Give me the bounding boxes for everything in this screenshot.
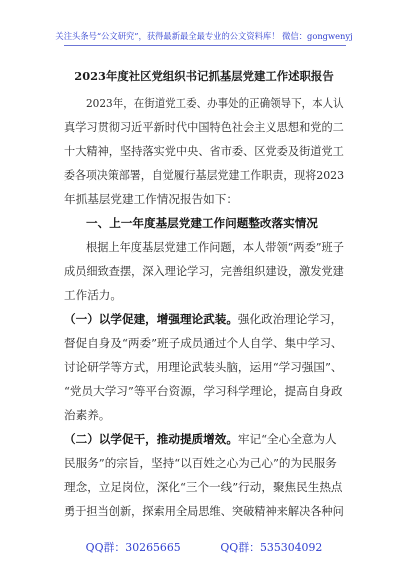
item-line: 督促自身及“两委”班子成员通过个人自学、集中学习、 [64, 336, 343, 350]
item-line: 民服务”的宗旨，坚持“以百姓之心为己心”的为民服务 [64, 456, 337, 470]
item-line: “党员大学习”等平台资源，学习科学理论，提高自身政 [64, 384, 343, 398]
intro-line: 十大精神，坚持落实党中央、省市委、区党委及街道党工 [64, 144, 344, 158]
footer-qq-group-2: QQ群：535304092 [220, 541, 323, 554]
item-first-line [64, 312, 342, 326]
footer-qq-group-1: QQ群：30265665 [85, 541, 181, 554]
section-paragraph-line: 成员细致查摆，深入理论学习，完善组织建设，激发党建 [64, 264, 344, 278]
item-lead: （二）以学促干，推动提质增效。 [64, 432, 238, 446]
item-lead: （一）以学促建，增强理论武装。 [64, 312, 238, 326]
header-banner: 关注头条号“公文研究”，获得最新最全最专业的公文资料库！ 微信：gongwenyj [55, 31, 353, 41]
intro-line: 2023年，在街道党工委、办事处的正确领导下，本人认 [86, 96, 344, 110]
item-line: 治素养。 [64, 408, 111, 422]
item-line: 理念，立足岗位，深化“三个一线”行动，聚焦民生热点 [64, 480, 343, 494]
section-paragraph-line: 工作活力。 [64, 288, 122, 302]
intro-line: 年抓基层党建工作情况报告如下： [64, 192, 238, 206]
item-text: 强化政治理论学习， [237, 312, 343, 326]
footer-contact [2, 539, 406, 555]
section-heading: 一、上一年度基层党建工作问题整改落实情况 [86, 216, 318, 230]
document-title: 2023年度社区党组织书记抓基层党建工作述职报告 [74, 69, 334, 83]
item-text: 牢记“全心全意为人 [237, 432, 337, 446]
item-line: 勇于担当创新，探索用全局思维、突破精神来解决各种问 [64, 504, 344, 518]
intro-line: 真学习贯彻习近平新时代中国特色社会主义思想和党的二 [64, 120, 344, 134]
item-first-line [64, 432, 337, 446]
intro-line: 委各项决策部署，自觉履行基层党建工作职责，现将2023 [64, 168, 345, 182]
header-divider [64, 45, 346, 46]
section-paragraph-line: 根据上年度基层党建工作问题，本人带领“两委”班子 [86, 240, 344, 254]
item-line: 讨论研学等方式，用理论武装头脑，运用“学习强国”、 [64, 360, 343, 374]
